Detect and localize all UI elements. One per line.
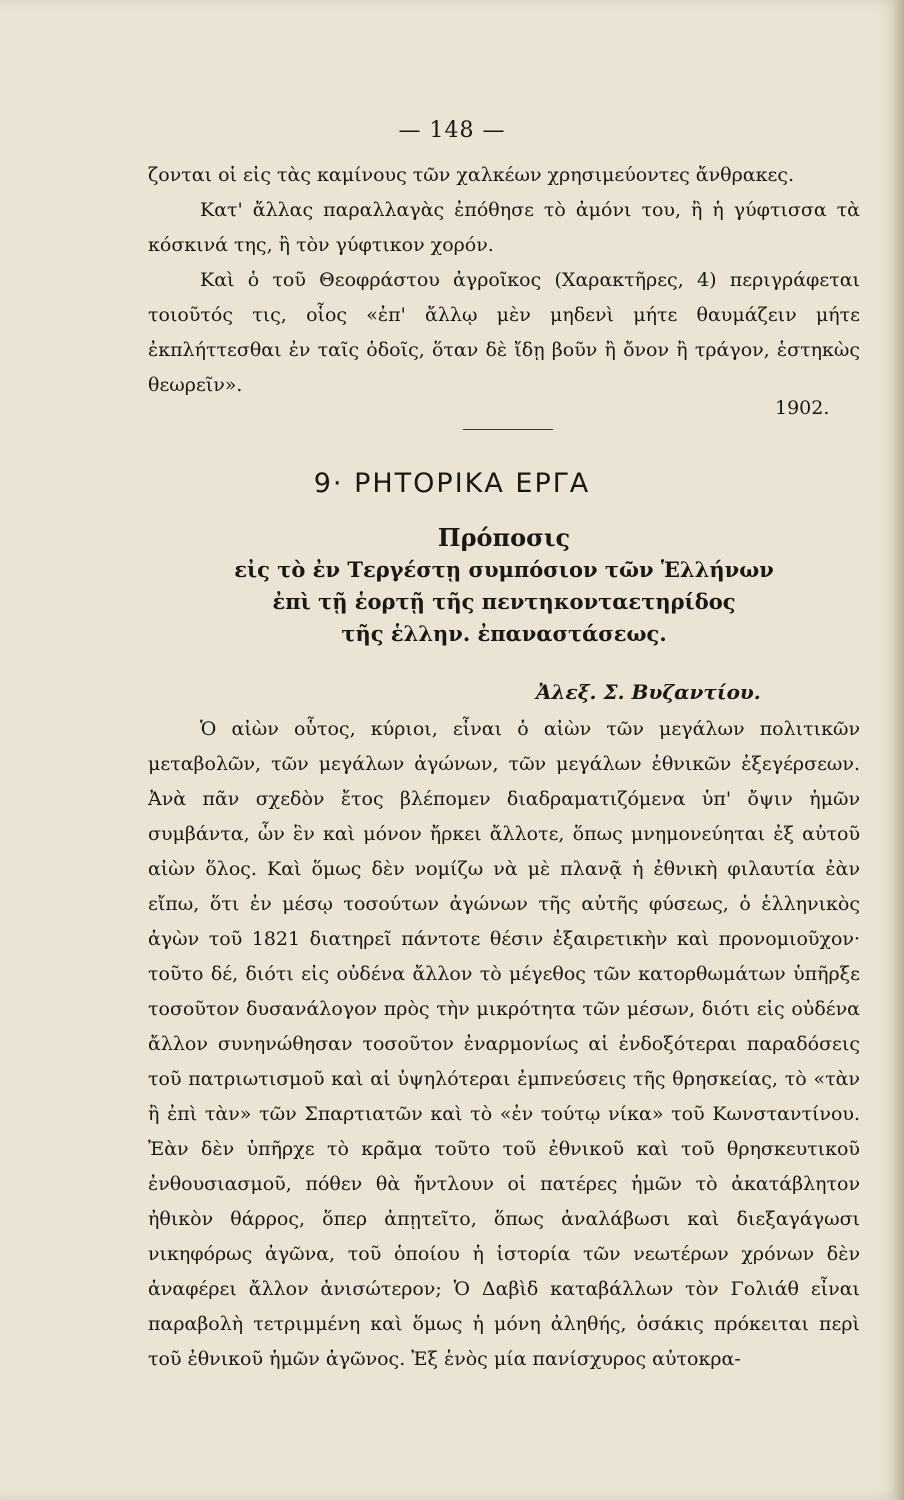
section-divider — [463, 429, 553, 430]
paragraph-theophrastus: Καὶ ὁ τοῦ Θεοφράστου ἀγροῖκος (Χαρακτῆρες, 4) περιγράφεται τοιοῦτός τις, οἷος «ἐπ' ἄλλῳ μὲν μηδενὶ μήτε θαυμάζειν μήτε ἐκπλήττεσθαι ἐν ταῖς ὁδοῖς, ὅταν δὲ ἴδῃ βοῦν ἢ ὄνον ἢ τράγον, ἑστηκὼς θεωρεῖν». — [148, 269, 860, 396]
speech-body — [148, 712, 860, 1377]
continuation-paragraph: ζονται οἱ εἰς τὰς καμίνους τῶν χαλκέων χρησιμεύοντες ἄνθρακες. — [148, 164, 795, 186]
author-name: Ἀλεξ. Σ. Βυζαντίου. — [536, 680, 761, 704]
date-line: 1902. — [775, 397, 830, 419]
speech-title-line: εἰς τὸ ἐν Τεργέστῃ συμπόσιον τῶν Ἑλλήνων — [234, 557, 774, 582]
page-number: — 148 — — [398, 118, 506, 143]
speech-title-line: τῆς ἑλλην. ἐπαναστάσεως. — [341, 621, 667, 646]
speech-paragraph: Ὁ αἰὼν οὗτος, κύριοι, εἶναι ὁ αἰὼν τῶν μεγάλων πολιτικῶν μεταβολῶν, τῶν μεγάλων ἀγώνων, τῶν μεγάλων ἐθνικῶν ἐξεγέρσεων. Ἀνὰ πᾶν σχεδὸν ἔτος βλέπομεν διαδραματιζόμενα ὑπ' ὄψιν ἡμῶν συμβάντα, ὧν ἓν καὶ μόνον ἤρκει ἄλλοτε, ὅπως μνημονεύηται ἐξ αὐτοῦ αἰὼν ὅλος. Καὶ ὅμως δὲν νομίζω νὰ μὲ πλανᾷ ἡ ἐθνικὴ φιλαυτία ἐὰν εἴπω, ὅτι ἐν μέσῳ τοσούτων ἀγώνων τῆς αὐτῆς φύσεως, ὁ ἑλληνικὸς ἀγὼν τοῦ 1821 διατηρεῖ πάντοτε θέσιν ἐξαιρετικὴν καὶ προνομιοῦχον· τοῦτο δέ, διότι εἰς οὐδένα ἄλλον τὸ μέγεθος τῶν κατορθωμάτων ὑπῆρξε τοσοῦτον δυσανάλογον πρὸς τὴν μικρότητα τῶν μέσων, διότι εἰς οὐδένα ἄλλον συνηνώθησαν τοσοῦτον ἐναρμονίως αἱ ἐνδοξότεραι παραδόσεις τοῦ πατριωτισμοῦ καὶ αἱ ὑψηλότεραι ἐμπνεύσεις τῆς θρησκείας, τὸ «τὰν ἢ ἐπὶ τὰν» τῶν Σπαρτιατῶν καὶ τὸ «ἐν τούτῳ νίκα» τοῦ Κωνσταντίνου. Ἐὰν δὲν ὑπῆρχε τὸ κρᾶμα τοῦτο τοῦ ἐθνικοῦ καὶ τοῦ θρησκευτικοῦ ἐνθουσιασμοῦ, πόθεν θὰ ἤντλουν οἱ πατέρες ἡμῶν τὸ ἀκατάβλητον ἠθικὸν θάρρος, ὅπερ ἀπῃτεῖτο, ὅπως ἀναλάβωσι καὶ διεξαγάγωσι νικηφόρως ἀγῶνα, τοῦ ὁποίου ἡ ἱστορία τῶν νεωτέρων χρόνων δὲν ἀναφέρει ἄλλον ἀνισώτερον; Ὁ Δαβὶδ καταβάλλων τὸν Γολιάθ εἶναι παραβολὴ τετριμμένη καὶ ὅμως ἡ μόνη ἀληθής, ὁσάκις πρόκειται περὶ τοῦ ἐθνικοῦ ἡμῶν ἀγῶνος. Ἐξ ἑνὸς μία πανίσχυρος αὐτοκρα- — [148, 718, 860, 1370]
paragraph-variants: Κατ' ἄλλας παραλλαγὰς ἐπόθησε τὸ ἀμόνι του, ἢ ἡ γύφτισσα τὰ κόσκινά της, ἢ τὸν γύφτικον χορόν. — [148, 199, 860, 256]
speech-title-line: ἐπὶ τῇ ἑορτῇ τῆς πεντηκονταετηρίδος — [272, 589, 736, 614]
top-text-block — [148, 158, 860, 403]
section-title: 9· ΡΗΤΟΡΙΚΑ ΕΡΓΑ — [313, 468, 591, 499]
page-edge — [894, 0, 904, 1500]
speech-title — [148, 522, 860, 650]
speech-title-main: Πρόποσις — [437, 523, 571, 552]
